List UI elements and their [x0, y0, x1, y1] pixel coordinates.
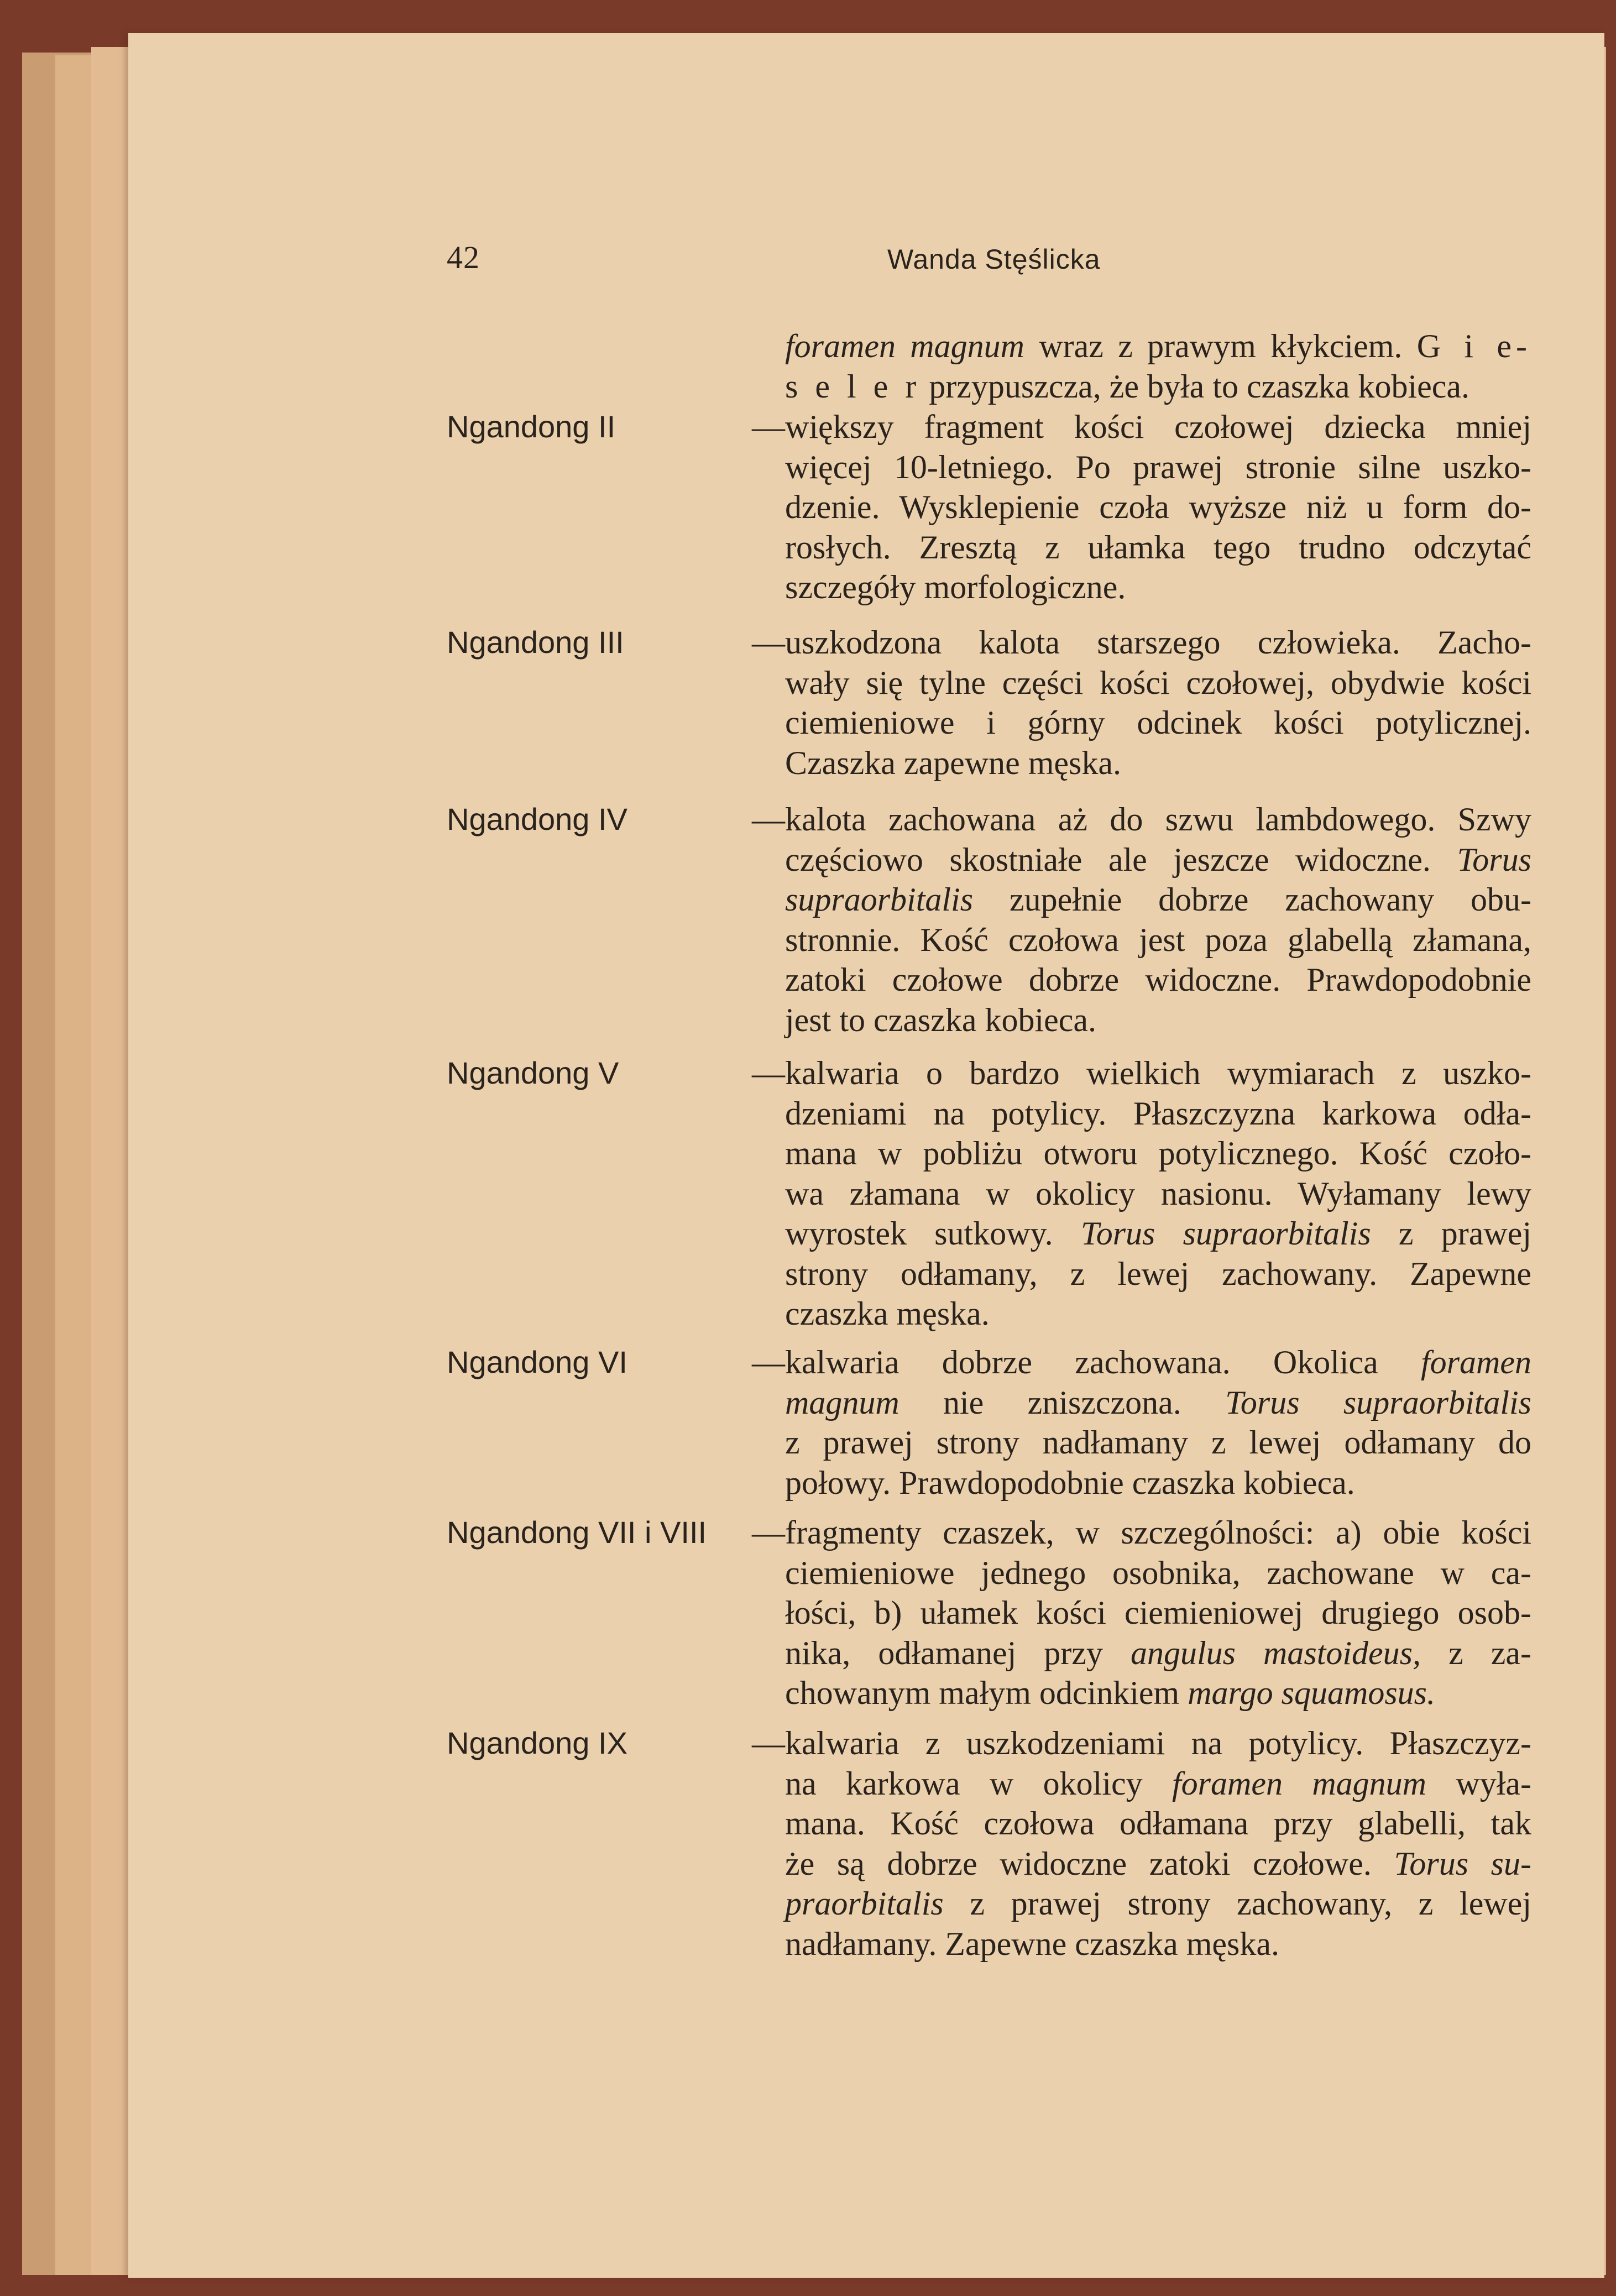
text-line	[785, 920, 1531, 960]
text-run: kalwaria dobrze zachowana. Okolica	[785, 1344, 1421, 1380]
text-line	[785, 799, 1531, 840]
entry-label: Ngandong IV	[447, 802, 627, 836]
entry-label: Ngandong III	[447, 625, 624, 660]
text-line	[785, 1422, 1531, 1463]
text-run: z prawej	[1371, 1215, 1532, 1252]
text-line	[785, 1342, 1531, 1383]
text-run: z prawej strony zachowany, z lewej	[943, 1885, 1531, 1922]
text-line	[785, 1723, 1531, 1764]
text-line	[785, 1383, 1531, 1423]
text-line	[785, 1884, 1531, 1924]
text-line	[785, 1924, 1531, 1964]
text-line: szczegóły morfologiczne.	[785, 569, 1126, 605]
entry-dash: —	[752, 1344, 785, 1380]
entry-label: Ngandong VII i VIII	[447, 1515, 707, 1550]
latin-term: foramen magnum	[1172, 1765, 1426, 1802]
text-line	[785, 367, 1531, 407]
text-line	[785, 840, 1531, 880]
text-run: z prawej strony nadłamany z lewej odłamany do	[785, 1424, 1531, 1461]
text-line	[785, 1844, 1531, 1884]
entry-label: Ngandong IX	[447, 1725, 627, 1760]
text-run: wyła-	[1426, 1765, 1531, 1802]
spaced-name: G i e-	[1416, 328, 1532, 364]
latin-term: Torus supraorbitalis	[1080, 1215, 1371, 1252]
text-run: nika, odłamanej przy	[785, 1634, 1131, 1671]
text-run: wraz z prawym kłykciem.	[1024, 328, 1417, 364]
text-run: mana w pobliżu otworu potylicznego. Kość czoło-	[785, 1135, 1531, 1171]
text-line	[785, 1133, 1531, 1174]
text-run: nie zniszczona.	[899, 1384, 1226, 1421]
entry-dash: —	[752, 1055, 785, 1091]
text-run: mana. Kość czołowa odłamana przy glabelli, tak	[785, 1805, 1531, 1842]
latin-term: foramen magnum	[785, 328, 1024, 364]
text-run: dzeniami na potylicy. Płaszczyzna karkowa odła-	[785, 1095, 1531, 1132]
text-line	[785, 1214, 1531, 1254]
text-line: uszkodzona kalota starszego człowieka. Zacho-	[785, 624, 1531, 661]
latin-term: Torus supraorbitalis	[1225, 1384, 1532, 1421]
text-run: wa złamana w okolicy nasionu. Wyłamany lewy	[785, 1175, 1531, 1212]
page-number: 42	[447, 239, 480, 275]
entry-description	[785, 1053, 1531, 1334]
text-line	[785, 1673, 1531, 1713]
text-line	[785, 1803, 1531, 1844]
text-run: wyrostek sutkowy.	[785, 1215, 1081, 1252]
text-line	[785, 1053, 1531, 1094]
text-run: kalwaria o bardzo wielkich wymiarach z uszko-	[785, 1055, 1531, 1091]
text-run: przypuszcza, że była to czaszka kobieca.	[921, 368, 1470, 405]
text-line	[785, 1174, 1531, 1214]
text-line	[785, 1294, 1531, 1334]
text-line	[785, 960, 1531, 1000]
text-run: połowy. Prawdopodobnie czaszka kobieca.	[785, 1464, 1355, 1501]
text-run: zupełnie dobrze zachowany obu-	[973, 881, 1531, 918]
text-run: z za-	[1421, 1634, 1531, 1671]
text-run: jest to czaszka kobieca.	[785, 1001, 1097, 1038]
latin-term: praorbitalis	[785, 1885, 944, 1922]
entry-description	[785, 623, 1531, 783]
entry-dash: —	[752, 409, 785, 445]
latin-term: supraorbitalis	[785, 881, 974, 918]
entry-label: Ngandong II	[447, 409, 616, 444]
running-head-author: Wanda Stęślicka	[887, 244, 1101, 275]
text-line	[785, 1633, 1531, 1673]
text-line	[785, 326, 1531, 367]
entry-dash: —	[752, 1725, 785, 1761]
text-line: więcej 10-letniego. Po prawej stronie silne uszko-	[785, 448, 1531, 485]
text-run: łości, b) ułamek kości ciemieniowej drugiego osob-	[785, 1594, 1531, 1631]
text-line: rosłych. Zresztą z ułamka tego trudno odczytać	[785, 529, 1531, 566]
spaced-name: s e l e r	[785, 368, 921, 405]
text-run: strony odłamany, z lewej zachowany. Zapewne	[785, 1255, 1531, 1292]
text-line	[785, 1000, 1531, 1040]
text-line	[785, 1513, 1531, 1553]
latin-term: angulus mastoideus,	[1130, 1634, 1421, 1671]
text-run: fragmenty czaszek, w szczególności: a) obie kości	[785, 1514, 1531, 1551]
text-line: większy fragment kości czołowej dziecka mniej	[785, 409, 1531, 445]
text-run: nadłamany. Zapewne czaszka męska.	[785, 1925, 1279, 1962]
text-line	[785, 1553, 1531, 1593]
entry-description	[785, 799, 1531, 1040]
entry-description	[785, 407, 1531, 608]
text-run: stronnie. Kość czołowa jest poza glabellą złamana,	[785, 921, 1531, 958]
text-run: zatoki czołowe dobrze widoczne. Prawdopodobnie	[785, 961, 1531, 998]
text-line	[785, 880, 1531, 920]
text-run: kalota zachowana aż do szwu lambdowego. Szwy	[785, 801, 1531, 838]
text-run: na karkowa w okolicy	[785, 1765, 1172, 1802]
text-line	[785, 1094, 1531, 1134]
text-line	[785, 1593, 1531, 1633]
text-run: kalwaria z uszkodzeniami na potylicy. Płaszczyz-	[785, 1725, 1531, 1761]
text-run: ciemieniowe jednego osobnika, zachowane w ca-	[785, 1554, 1531, 1591]
entry-dash: —	[752, 624, 785, 661]
latin-term: magnum	[785, 1384, 899, 1421]
continuation-paragraph	[785, 326, 1531, 406]
text-line	[785, 1463, 1531, 1503]
entry-description	[785, 1513, 1531, 1713]
latin-term: margo squamosus.	[1188, 1675, 1436, 1711]
entry-label: Ngandong VI	[447, 1345, 627, 1379]
text-line: dzenie. Wysklepienie czoła wyższe niż u form do-	[785, 489, 1531, 525]
text-run: chowanym małym odcinkiem	[785, 1675, 1188, 1711]
text-line: ciemieniowe i górny odcinek kości potylicznej.	[785, 704, 1531, 741]
text-line	[785, 1764, 1531, 1804]
text-line: Czaszka zapewne męska.	[785, 744, 1122, 781]
text-line	[785, 1254, 1531, 1294]
entry-description	[785, 1723, 1531, 1964]
entry-description	[785, 1342, 1531, 1503]
latin-term: Torus su-	[1394, 1845, 1532, 1882]
text-run: częściowo skostniałe ale jeszcze widoczne.	[785, 841, 1457, 878]
text-line: wały się tylne części kości czołowej, obydwie kości	[785, 664, 1531, 701]
text-run: że są dobrze widoczne zatoki czołowe.	[785, 1845, 1394, 1882]
latin-term: Torus	[1457, 841, 1531, 878]
entry-dash: —	[752, 1514, 785, 1551]
entry-dash: —	[752, 801, 785, 838]
text-run: czaszka męska.	[785, 1295, 990, 1332]
latin-term: foramen	[1421, 1344, 1531, 1380]
entry-label: Ngandong V	[447, 1055, 619, 1090]
